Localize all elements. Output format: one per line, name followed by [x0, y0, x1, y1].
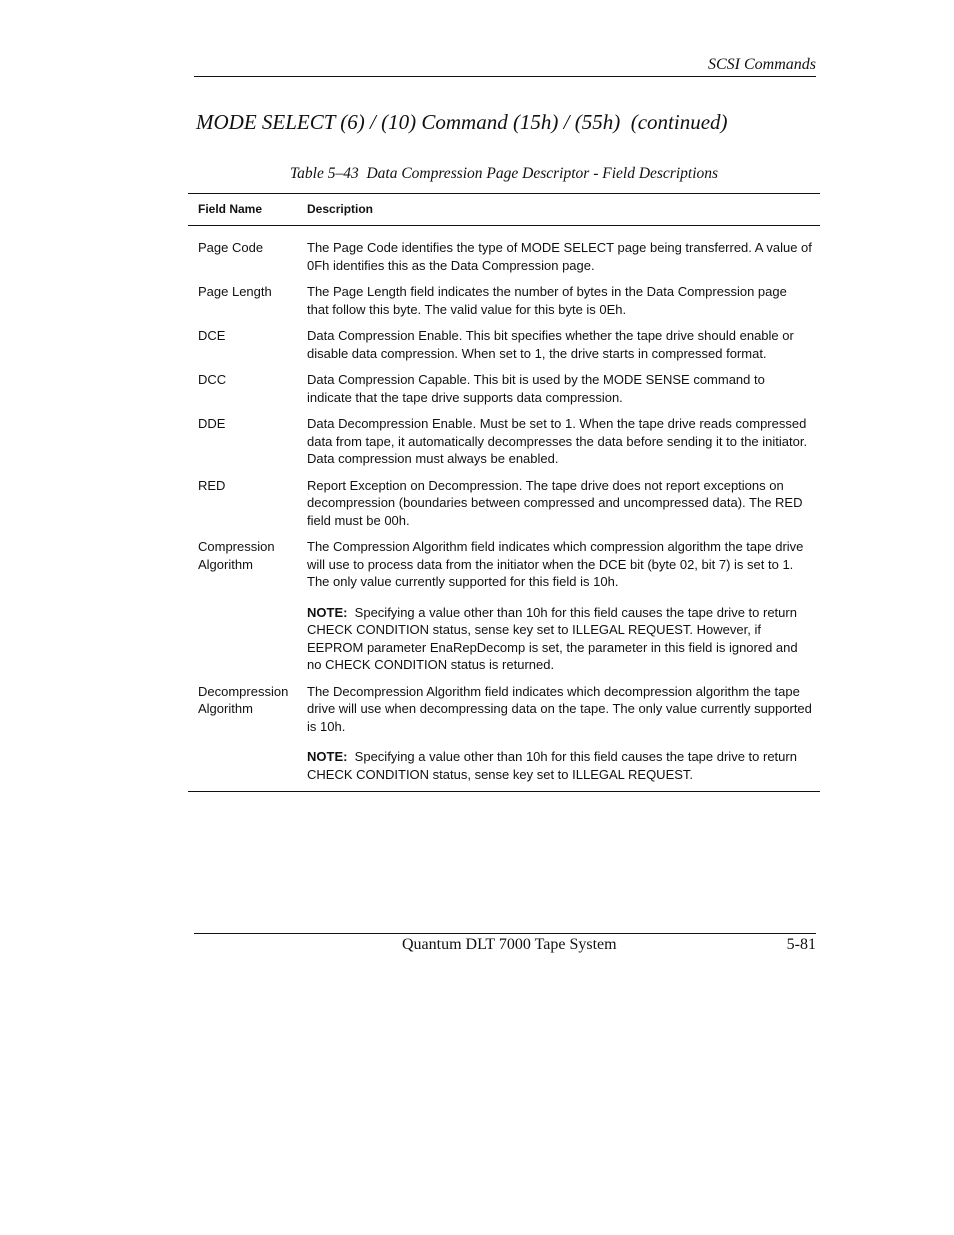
field-name-cell: DCC: [198, 372, 227, 387]
field-description-table: [188, 193, 820, 792]
description-text: Data Compression Enable. This bit specifies whether the tape drive should enable or disable data compression. When set to 1, the drive starts in compressed format.: [307, 328, 794, 361]
description-cell: [307, 239, 820, 274]
field-name-cell: Decompression Algorithm: [198, 683, 289, 716]
column-header-description: Description: [307, 201, 374, 216]
table-row-dde: [188, 415, 820, 468]
table-row-compression-algorithm: [188, 538, 820, 674]
description-text: The Page Length field indicates the number of bytes in the Data Compression page that follow this byte. The valid value for this byte is 0Eh.: [307, 284, 787, 317]
description-text: Data Decompression Enable. Must be set to 1. When the tape drive reads compressed data from tape, it automatically decompresses the data before sending it to the initiator. Data compression must always be enabled.: [307, 416, 808, 466]
note-label: NOTE:: [307, 749, 348, 764]
field-name-cell: Compression Algorithm: [198, 539, 275, 572]
note-label: NOTE:: [307, 604, 348, 620]
header-rule: [194, 76, 816, 77]
field-name-cell: Page Length: [198, 284, 272, 299]
field-name-cell: DDE: [198, 416, 226, 431]
field-name-cell: Page Code: [198, 240, 264, 255]
page-number: 5-81: [786, 936, 816, 953]
description-text: The Compression Algorithm field indicates which compression algorithm the tape drive will use to process data from the initiator when the DCE bit (byte 02, bit 7) is set to 1. The only value currently supported for this field is 10h.: [307, 539, 804, 589]
footer-rule: [194, 933, 816, 934]
description-cell: [307, 415, 820, 468]
note-paragraph: [307, 748, 812, 783]
note-paragraph: [307, 604, 812, 674]
table-caption: Table 5–43 Data Compression Page Descriptor - Field Descriptions: [289, 165, 719, 182]
running-head: SCSI Commands: [707, 56, 816, 73]
description-text: Data Compression Capable. This bit is used by the MODE SENSE command to indicate that the tape drive supports data compression.: [307, 372, 765, 405]
table-body: [188, 226, 820, 791]
table-header-row: [188, 194, 820, 226]
table-row-page-code: [188, 239, 820, 274]
table-row-page-length: [188, 283, 820, 318]
description-cell: [307, 283, 820, 318]
description-text: The Page Code identifies the type of MODE SELECT page being transferred. A value of 0Fh identifies this as the Data Compression page.: [307, 240, 812, 273]
field-name-cell: DCE: [198, 328, 226, 343]
section-title: MODE SELECT (6) / (10) Command (15h) / (55h) (continued): [196, 110, 728, 134]
table-row-decompression-algorithm: [188, 683, 820, 784]
description-cell: [307, 538, 820, 674]
note-text: Specifying a value other than 10h for this field causes the tape drive to return CHECK CONDITION status, sense key set to ILLEGAL REQUEST. However, if EEPROM parameter EnaRepDecomp is set, the parameter in this field is ignored and no CHECK CONDITION status is returned.: [307, 604, 802, 672]
column-header-field-name: Field Name: [198, 201, 263, 216]
description-cell: [307, 327, 820, 362]
field-name-cell: RED: [198, 477, 226, 493]
description-cell: [307, 477, 820, 530]
table-row-dce: [188, 327, 820, 362]
description-cell: [307, 371, 820, 406]
description-text: Report Exception on Decompression. The tape drive does not report exceptions on decompression (boundaries between compressed and uncompressed data). The RED field must be 00h.: [307, 477, 803, 528]
table-row-dcc: [188, 371, 820, 406]
table-row-red: [188, 477, 820, 530]
note-text: Specifying a value other than 10h for this field causes the tape drive to return CHECK CONDITION status, sense key set to ILLEGAL REQUEST.: [307, 749, 801, 782]
footer-title: Quantum DLT 7000 Tape System: [402, 936, 617, 953]
description-cell: [307, 683, 820, 784]
description-text: The Decompression Algorithm field indicates which decompression algorithm the tape drive will use when decompressing data on the tape. The only value currently supported is 10h.: [307, 683, 812, 734]
